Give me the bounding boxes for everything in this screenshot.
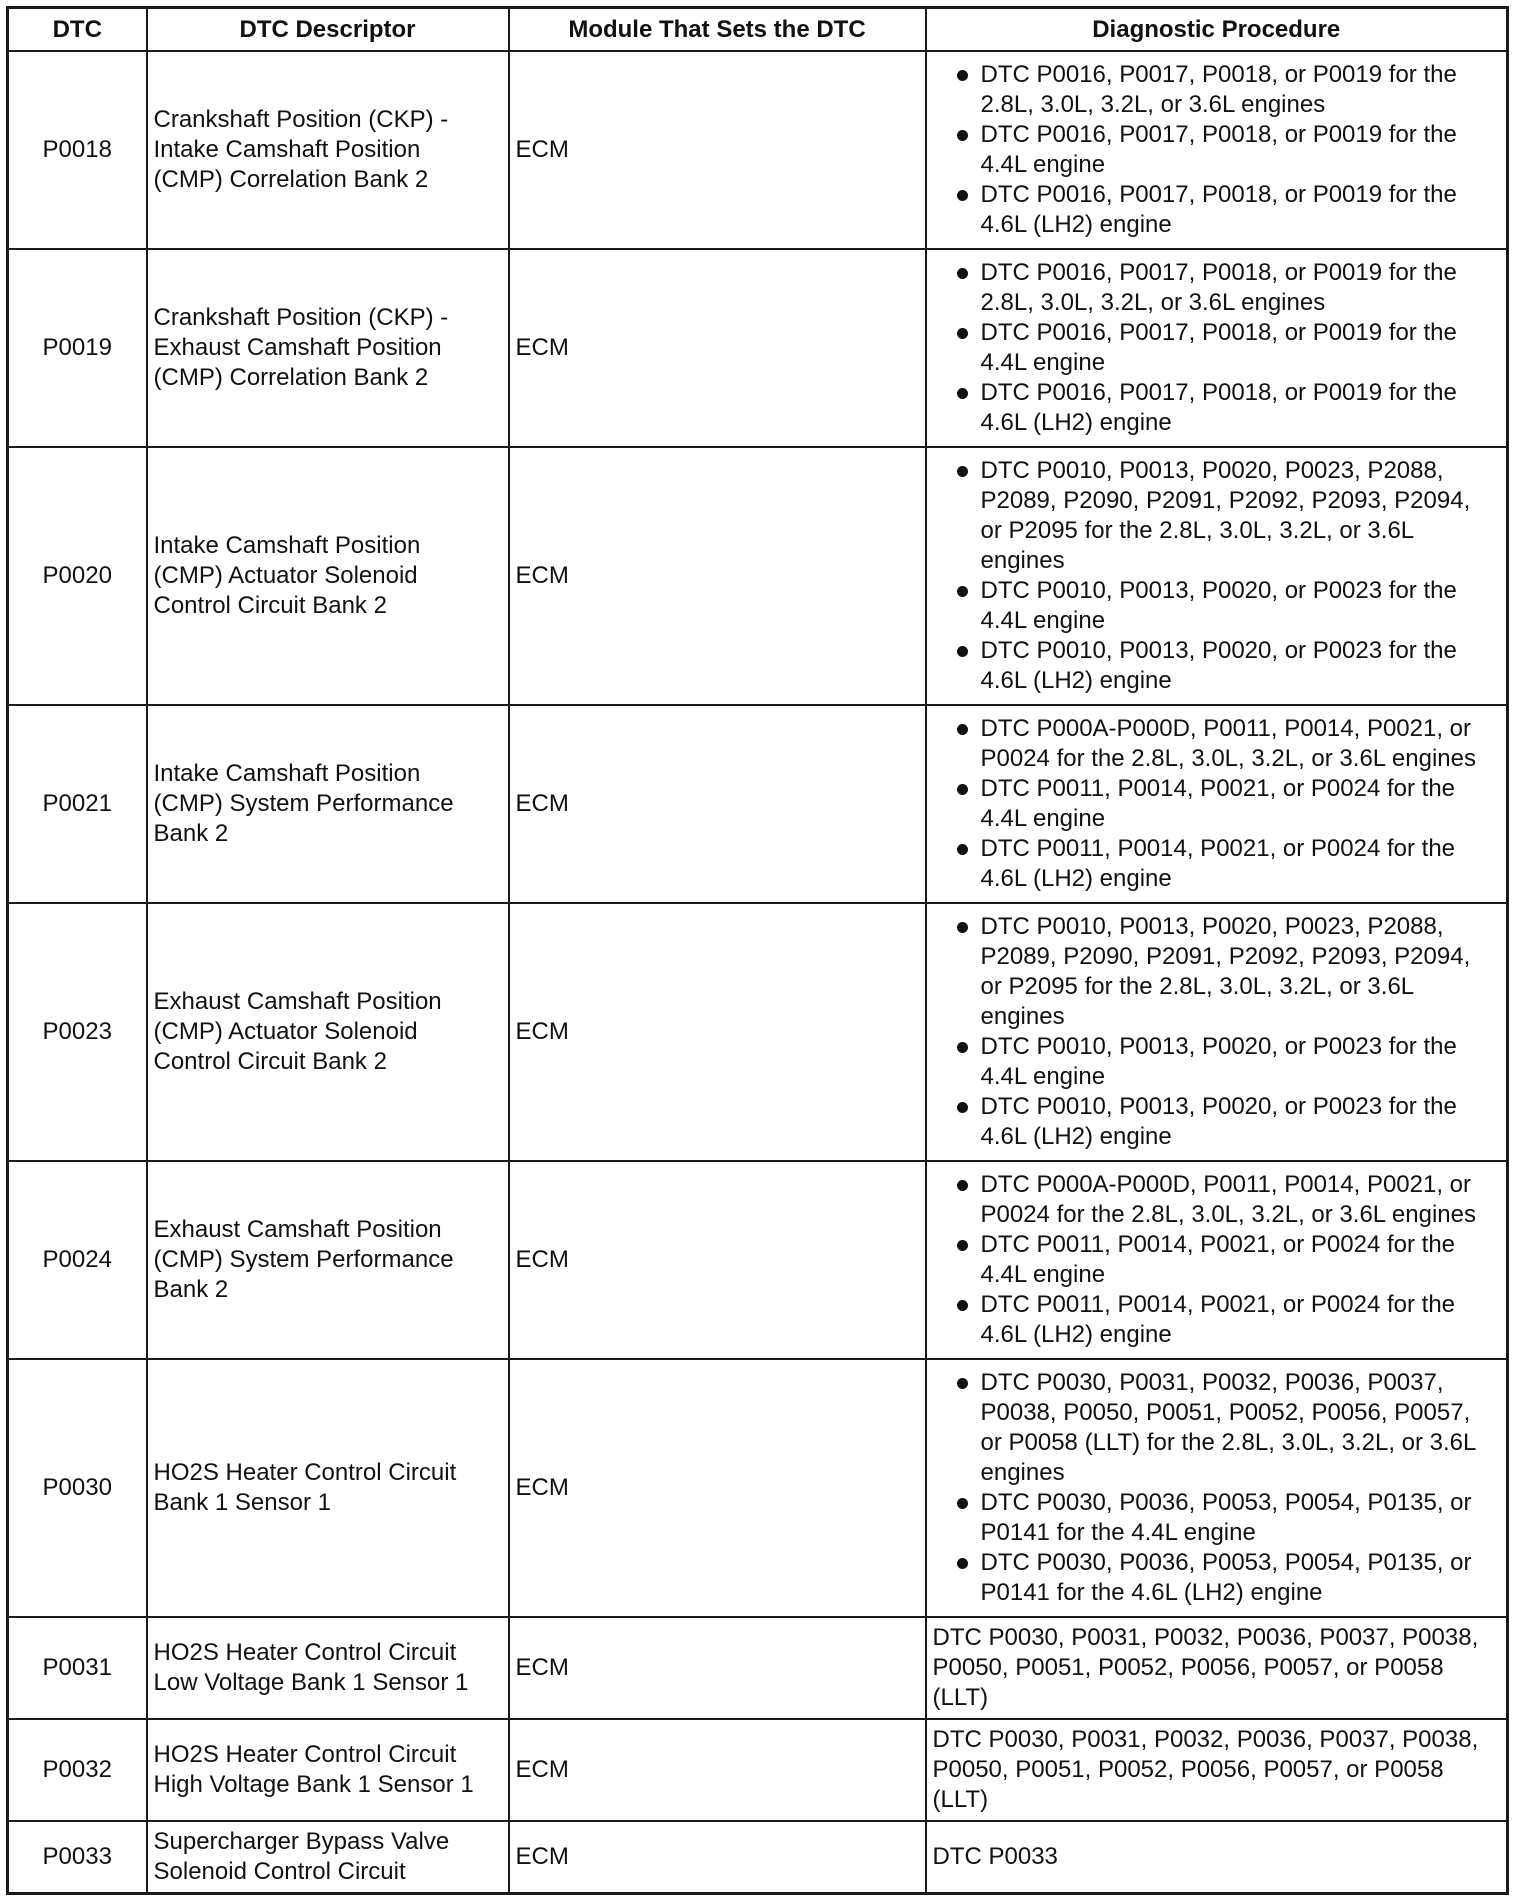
procedure-item (933, 714, 1503, 774)
bullet-icon (957, 328, 968, 339)
descriptor-line: Control Circuit Bank 2 (153, 1048, 387, 1075)
module-name: ECM (509, 447, 926, 705)
descriptor-line: (CMP) System Performance (153, 790, 454, 817)
module-name: ECM (509, 1161, 926, 1359)
procedure-line: DTC P0030, P0031, P0032, P0036, P0037, (980, 1369, 1444, 1396)
descriptor-line: (CMP) Correlation Bank 2 (153, 364, 429, 391)
diagnostic-procedure (926, 903, 1508, 1161)
procedure-item (933, 576, 1503, 636)
table-row (8, 447, 1508, 705)
procedure-line: DTC P0011, P0014, P0021, or P0024 for the (980, 1231, 1456, 1258)
descriptor-line: Exhaust Camshaft Position (153, 334, 442, 361)
dtc-descriptor (147, 1617, 509, 1719)
descriptor-line: Control Circuit Bank 2 (153, 592, 387, 619)
bullet-icon (957, 1240, 968, 1251)
descriptor-line: (CMP) System Performance (153, 1246, 454, 1273)
module-name: ECM (509, 903, 926, 1161)
table-row (8, 903, 1508, 1161)
descriptor-line: High Voltage Bank 1 Sensor 1 (153, 1771, 474, 1798)
header-dtc-descriptor: DTC Descriptor (147, 8, 509, 52)
procedure-line: P0141 for the 4.4L engine (980, 1519, 1256, 1546)
dtc-descriptor (147, 1821, 509, 1893)
procedure-list (933, 1368, 1503, 1608)
procedure-list (933, 912, 1503, 1152)
procedure-line: 4.4L engine (980, 607, 1106, 634)
table-row (8, 249, 1508, 447)
procedure-line: DTC P0030, P0031, P0032, P0036, P0037, P0038, (932, 1624, 1479, 1651)
procedure-item (933, 60, 1503, 120)
descriptor-line: Bank 2 (153, 820, 229, 847)
procedure-line: or P0058 (LLT) for the 2.8L, 3.0L, 3.2L, or 3.6L (980, 1429, 1477, 1456)
dtc-table (6, 6, 1509, 1895)
procedure-line: engines (980, 1003, 1065, 1030)
procedure-line: DTC P0010, P0013, P0020, P0023, P2088, (980, 457, 1444, 484)
descriptor-line: Crankshaft Position (CKP) - (153, 304, 449, 331)
procedure-line: DTC P0016, P0017, P0018, or P0019 for the (980, 379, 1457, 406)
procedure-line: P2089, P2090, P2091, P2092, P2093, P2094, (980, 943, 1471, 970)
procedure-line: engines (980, 1459, 1065, 1486)
bullet-icon (957, 268, 968, 279)
header-row (8, 8, 1508, 52)
descriptor-line: Supercharger Bypass Valve (153, 1827, 450, 1855)
descriptor-line: (CMP) Actuator Solenoid (153, 1018, 418, 1045)
dtc-descriptor (147, 447, 509, 705)
procedure-line: DTC P0016, P0017, P0018, or P0019 for the (980, 259, 1457, 286)
procedure-item (933, 1092, 1503, 1152)
header-diagnostic-procedure: Diagnostic Procedure (926, 8, 1508, 52)
procedure-line: 4.6L (LH2) engine (980, 211, 1172, 238)
procedure-item (933, 1170, 1503, 1230)
diagnostic-procedure (926, 447, 1508, 705)
dtc-code: P0030 (8, 1359, 147, 1617)
procedure-line: 4.4L engine (980, 1261, 1106, 1288)
procedure-list (933, 1170, 1503, 1350)
procedure-line: engines (980, 547, 1065, 574)
procedure-item (933, 258, 1503, 318)
procedure-item (933, 834, 1503, 894)
procedure-line: 4.4L engine (980, 349, 1106, 376)
diagnostic-procedure (926, 1821, 1508, 1893)
procedure-line: DTC P0010, P0013, P0020, or P0023 for the (980, 637, 1457, 664)
procedure-line: 4.4L engine (980, 151, 1106, 178)
procedure-list (933, 258, 1503, 438)
procedure-line: 4.6L (LH2) engine (980, 1321, 1172, 1348)
procedure-line: DTC P0016, P0017, P0018, or P0019 for the (980, 319, 1457, 346)
descriptor-line: Exhaust Camshaft Position (153, 988, 442, 1015)
procedure-list (933, 456, 1503, 696)
table-row (8, 1719, 1508, 1821)
procedure-line: DTC P0010, P0013, P0020, or P0023 for the (980, 577, 1457, 604)
diagnostic-procedure (926, 1617, 1508, 1719)
procedure-line: DTC P0011, P0014, P0021, or P0024 for the (980, 775, 1456, 802)
bullet-icon (957, 1378, 968, 1389)
dtc-descriptor (147, 51, 509, 249)
procedure-item (933, 1368, 1503, 1488)
module-name: ECM (509, 705, 926, 903)
procedure-item (933, 318, 1503, 378)
procedure-line: P0050, P0051, P0052, P0056, P0057, or P0058 (932, 1756, 1444, 1783)
procedure-line: DTC P0016, P0017, P0018, or P0019 for the (980, 181, 1457, 208)
table-row (8, 1617, 1508, 1719)
header-dtc: DTC (8, 8, 147, 52)
descriptor-line: (CMP) Correlation Bank 2 (153, 166, 429, 193)
bullet-icon (957, 1300, 968, 1311)
table-row (8, 1359, 1508, 1617)
module-name: ECM (509, 249, 926, 447)
procedure-line: DTC P0010, P0013, P0020, P0023, P2088, (980, 913, 1444, 940)
procedure-line: P0024 for the 2.8L, 3.0L, 3.2L, or 3.6L engines (980, 745, 1476, 772)
dtc-code: P0033 (8, 1821, 147, 1893)
procedure-line: P0038, P0050, P0051, P0052, P0056, P0057, (980, 1399, 1471, 1426)
bullet-icon (957, 844, 968, 855)
diagnostic-procedure (926, 705, 1508, 903)
procedure-line: 4.6L (LH2) engine (980, 409, 1172, 436)
module-name: ECM (509, 1821, 926, 1893)
dtc-table-container (6, 6, 1509, 1895)
descriptor-line: Intake Camshaft Position (153, 136, 421, 163)
procedure-item (933, 912, 1503, 1032)
procedure-line: 4.4L engine (980, 805, 1106, 832)
procedure-line: 4.6L (LH2) engine (980, 865, 1172, 892)
bullet-icon (957, 922, 968, 933)
procedure-line: DTC P000A-P000D, P0011, P0014, P0021, or (980, 715, 1472, 742)
procedure-line: 4.6L (LH2) engine (980, 667, 1172, 694)
procedure-item (933, 774, 1503, 834)
procedure-line: P0024 for the 2.8L, 3.0L, 3.2L, or 3.6L engines (980, 1201, 1476, 1228)
bullet-icon (957, 646, 968, 657)
diagnostic-procedure (926, 1719, 1508, 1821)
dtc-code: P0024 (8, 1161, 147, 1359)
descriptor-line: HO2S Heater Control Circuit (153, 1741, 457, 1768)
diagnostic-procedure (926, 1359, 1508, 1617)
dtc-descriptor (147, 1359, 509, 1617)
procedure-line: P2089, P2090, P2091, P2092, P2093, P2094, (980, 487, 1471, 514)
procedure-line: or P2095 for the 2.8L, 3.0L, 3.2L, or 3.6L (980, 517, 1415, 544)
procedure-item (933, 1230, 1503, 1290)
table-row (8, 1821, 1508, 1893)
procedure-line: P0141 for the 4.6L (LH2) engine (980, 1579, 1323, 1606)
module-name: ECM (509, 1719, 926, 1821)
procedure-line: DTC P0011, P0014, P0021, or P0024 for the (980, 835, 1456, 862)
module-name: ECM (509, 1359, 926, 1617)
procedure-item (933, 378, 1503, 438)
descriptor-line: (CMP) Actuator Solenoid (153, 562, 418, 589)
procedure-line: 2.8L, 3.0L, 3.2L, or 3.6L engines (980, 91, 1326, 118)
bullet-icon (957, 1102, 968, 1113)
diagnostic-procedure (926, 51, 1508, 249)
dtc-code: P0031 (8, 1617, 147, 1719)
dtc-descriptor (147, 249, 509, 447)
dtc-code: P0032 (8, 1719, 147, 1821)
descriptor-line: Exhaust Camshaft Position (153, 1216, 442, 1243)
dtc-code: P0023 (8, 903, 147, 1161)
bullet-icon (957, 190, 968, 201)
bullet-icon (957, 466, 968, 477)
procedure-item (933, 1290, 1503, 1350)
dtc-code: P0020 (8, 447, 147, 705)
module-name: ECM (509, 1617, 926, 1719)
bullet-icon (957, 1498, 968, 1509)
procedure-line: DTC P0030, P0031, P0032, P0036, P0037, P0038, (932, 1726, 1479, 1753)
module-name: ECM (509, 51, 926, 249)
table-row (8, 51, 1508, 249)
procedure-line: DTC P0033 (932, 1842, 1058, 1870)
procedure-line: DTC P0016, P0017, P0018, or P0019 for the (980, 61, 1457, 88)
procedure-item (933, 1032, 1503, 1092)
descriptor-line: Intake Camshaft Position (153, 532, 421, 559)
table-row (8, 1161, 1508, 1359)
diagnostic-procedure (926, 249, 1508, 447)
procedure-line: 2.8L, 3.0L, 3.2L, or 3.6L engines (980, 289, 1326, 316)
procedure-line: 4.6L (LH2) engine (980, 1123, 1172, 1150)
bullet-icon (957, 1180, 968, 1191)
bullet-icon (957, 388, 968, 399)
procedure-line: or P2095 for the 2.8L, 3.0L, 3.2L, or 3.6L (980, 973, 1415, 1000)
dtc-descriptor (147, 1161, 509, 1359)
dtc-descriptor (147, 1719, 509, 1821)
descriptor-line: Solenoid Control Circuit (153, 1857, 406, 1885)
descriptor-line: HO2S Heater Control Circuit (153, 1639, 457, 1666)
procedure-line: P0050, P0051, P0052, P0056, P0057, or P0058 (932, 1654, 1444, 1681)
procedure-line: DTC P0016, P0017, P0018, or P0019 for the (980, 121, 1457, 148)
procedure-line: DTC P0030, P0036, P0053, P0054, P0135, or (980, 1489, 1472, 1516)
bullet-icon (957, 70, 968, 81)
procedure-item (933, 1488, 1503, 1548)
procedure-list (933, 714, 1503, 894)
bullet-icon (957, 724, 968, 735)
procedure-list (933, 60, 1503, 240)
dtc-code: P0018 (8, 51, 147, 249)
procedure-line: DTC P0010, P0013, P0020, or P0023 for the (980, 1033, 1457, 1060)
procedure-item (933, 180, 1503, 240)
table-row (8, 705, 1508, 903)
procedure-item (933, 456, 1503, 576)
descriptor-line: Crankshaft Position (CKP) - (153, 106, 449, 133)
procedure-line: 4.4L engine (980, 1063, 1106, 1090)
procedure-item (933, 120, 1503, 180)
dtc-code: P0021 (8, 705, 147, 903)
procedure-line: (LLT) (932, 1684, 989, 1711)
dtc-descriptor (147, 705, 509, 903)
bullet-icon (957, 1042, 968, 1053)
descriptor-line: Low Voltage Bank 1 Sensor 1 (153, 1669, 469, 1696)
procedure-line: (LLT) (932, 1786, 989, 1813)
dtc-descriptor (147, 903, 509, 1161)
procedure-item (933, 1548, 1503, 1608)
bullet-icon (957, 586, 968, 597)
descriptor-line: Intake Camshaft Position (153, 760, 421, 787)
bullet-icon (957, 784, 968, 795)
dtc-code: P0019 (8, 249, 147, 447)
header-module: Module That Sets the DTC (509, 8, 926, 52)
procedure-line: DTC P0030, P0036, P0053, P0054, P0135, or (980, 1549, 1472, 1576)
procedure-line: DTC P0010, P0013, P0020, or P0023 for the (980, 1093, 1457, 1120)
descriptor-line: HO2S Heater Control Circuit (153, 1459, 457, 1486)
descriptor-line: Bank 1 Sensor 1 (153, 1489, 331, 1516)
diagnostic-procedure (926, 1161, 1508, 1359)
procedure-line: DTC P0011, P0014, P0021, or P0024 for the (980, 1291, 1456, 1318)
bullet-icon (957, 130, 968, 141)
descriptor-line: Bank 2 (153, 1276, 229, 1303)
procedure-item (933, 636, 1503, 696)
bullet-icon (957, 1558, 968, 1569)
procedure-line: DTC P000A-P000D, P0011, P0014, P0021, or (980, 1171, 1472, 1198)
